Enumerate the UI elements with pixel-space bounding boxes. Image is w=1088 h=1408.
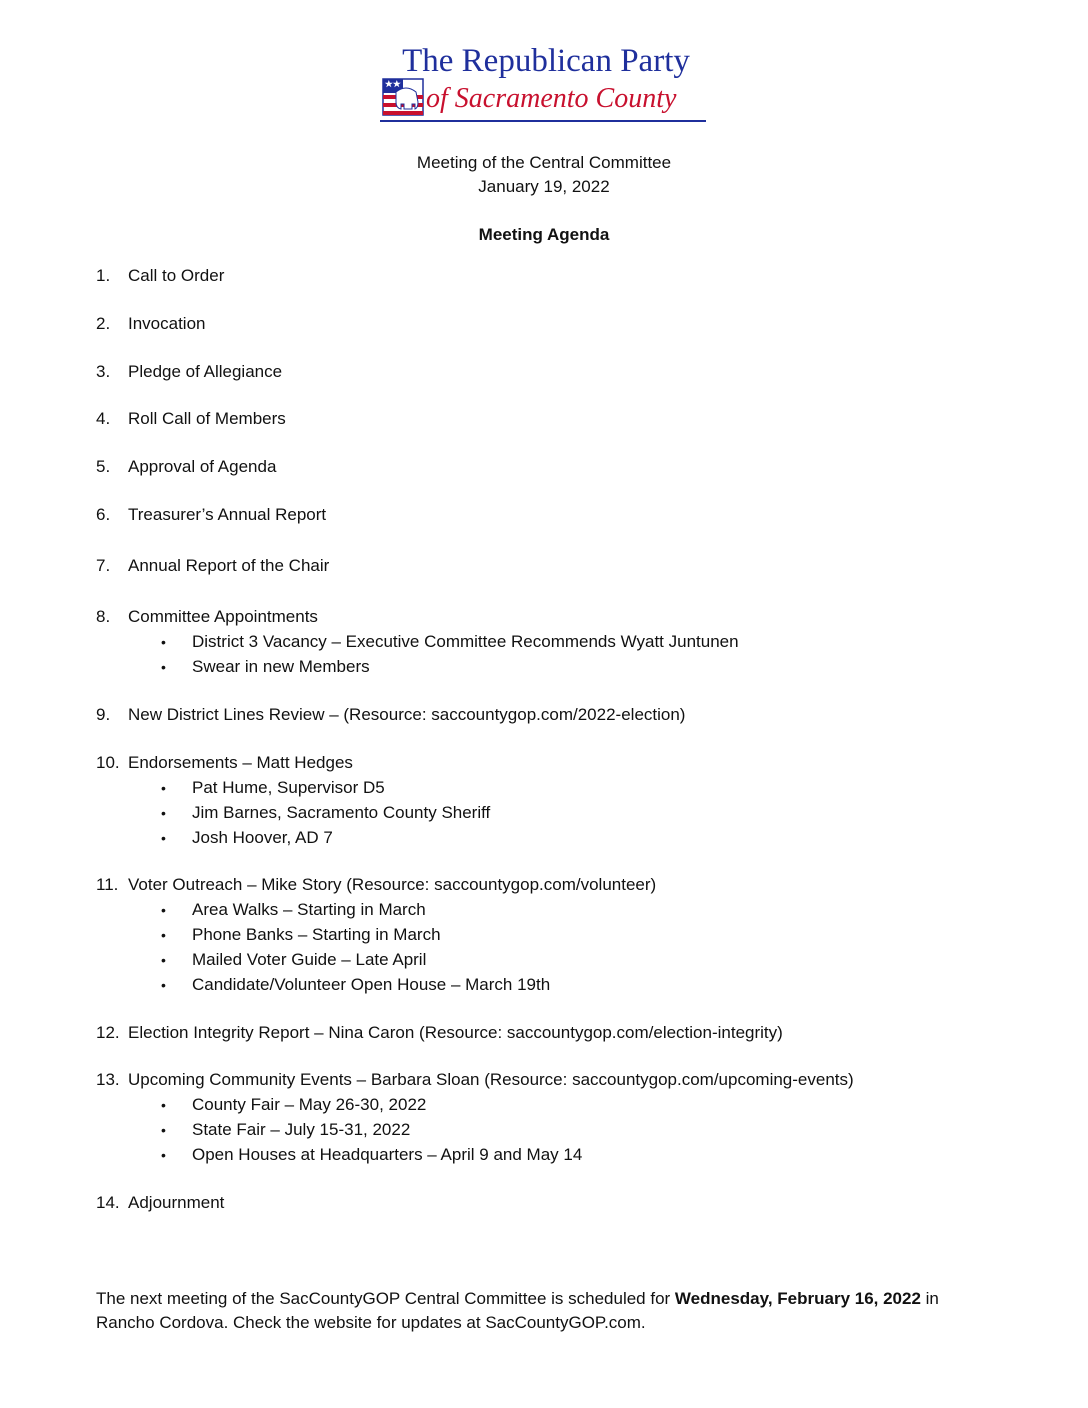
agenda-subitem-text: County Fair – May 26-30, 2022 <box>192 1095 427 1114</box>
logo-subtitle: of Sacramento County <box>426 83 677 114</box>
logo-title: The Republican Party <box>402 43 690 79</box>
agenda-item-number: 2. <box>96 314 111 333</box>
agenda-item-text: Invocation <box>128 314 206 333</box>
party-logo <box>378 42 714 124</box>
agenda-subitem-text: State Fair – July 15-31, 2022 <box>192 1120 411 1139</box>
agenda-item-text: Pledge of Allegiance <box>128 362 283 381</box>
meeting-title: Meeting of the Central Committee <box>416 153 672 172</box>
footer-text-end: in Rancho Cordova. Check the website for updates at SacCountyGOP.com. <box>96 1289 939 1332</box>
agenda-item-number: 14. <box>96 1193 120 1212</box>
next-meeting-date: Wednesday, February 16, 2022 <box>674 1289 921 1308</box>
agenda-item-number: 12. <box>96 1023 120 1042</box>
agenda-subitem-text: Candidate/Volunteer Open House – March 19th <box>192 975 551 994</box>
bullet-icon: • <box>161 952 166 968</box>
agenda-item-text: Upcoming Community Events – Barbara Sloan (Resource: saccountygop.com/upcoming-events) <box>128 1070 854 1089</box>
agenda-item-text: Adjournment <box>128 1193 225 1212</box>
agenda-item-number: 5. <box>96 457 111 476</box>
bullet-icon: • <box>161 1097 166 1113</box>
bullet-icon: • <box>161 634 166 650</box>
agenda-heading: Meeting Agenda <box>478 225 610 244</box>
agenda-item-number: 8. <box>96 607 111 626</box>
agenda-item-number: 1. <box>96 266 111 285</box>
agenda-item-number: 7. <box>96 556 111 575</box>
agenda-item-text: Election Integrity Report – Nina Caron (Resource: saccountygop.com/election-integrity) <box>128 1023 783 1042</box>
bullet-icon: • <box>161 977 166 993</box>
agenda-item-text: Voter Outreach – Mike Story (Resource: saccountygop.com/volunteer) <box>128 875 657 894</box>
next-meeting-note <box>96 1287 996 1335</box>
agenda-subitem-text: Area Walks – Starting in March <box>192 900 426 919</box>
agenda-item-number: 13. <box>96 1070 120 1089</box>
agenda-item-number: 6. <box>96 505 111 524</box>
agenda-item-number: 11. <box>96 875 119 894</box>
bullet-icon: • <box>161 902 166 918</box>
bullet-icon: • <box>161 927 166 943</box>
agenda-item-text: Roll Call of Members <box>128 409 286 428</box>
footer-text-start: The next meeting of the SacCountyGOP Central Committee is scheduled for <box>96 1289 675 1308</box>
agenda-item-text: New District Lines Review – (Resource: saccountygop.com/2022-election) <box>128 705 686 724</box>
agenda-subitem-text: Josh Hoover, AD 7 <box>192 828 333 847</box>
agenda-subitem-text: Jim Barnes, Sacramento County Sheriff <box>192 803 491 822</box>
bullet-icon: • <box>161 805 166 821</box>
bullet-icon: • <box>161 830 166 846</box>
agenda-item-number: 3. <box>96 362 111 381</box>
bullet-icon: • <box>161 1147 166 1163</box>
agenda-item-text: Annual Report of the Chair <box>128 556 330 575</box>
agenda-item-text: Endorsements – Matt Hedges <box>128 753 353 772</box>
bullet-icon: • <box>161 659 166 675</box>
elephant-emblem-icon <box>382 78 424 116</box>
agenda-item-number: 10. <box>96 753 120 772</box>
agenda-item-text: Call to Order <box>128 266 225 285</box>
agenda-subitem-text: Mailed Voter Guide – Late April <box>192 950 427 969</box>
bullet-icon: • <box>161 780 166 796</box>
agenda-item-text: Approval of Agenda <box>128 457 277 476</box>
agenda-subitem-text: Phone Banks – Starting in March <box>192 925 441 944</box>
agenda-item-text: Treasurer’s Annual Report <box>128 505 327 524</box>
meeting-date: January 19, 2022 <box>478 177 610 196</box>
bullet-icon: • <box>161 1122 166 1138</box>
logo-underline <box>380 120 706 122</box>
agenda-subitem-text: Swear in new Members <box>192 657 370 676</box>
agenda-subitem-text: District 3 Vacancy – Executive Committee Recommends Wyatt Juntunen <box>192 632 739 651</box>
agenda-item-text: Committee Appointments <box>128 607 318 626</box>
agenda-item-number: 4. <box>96 409 111 428</box>
agenda-subitem-text: Pat Hume, Supervisor D5 <box>192 778 385 797</box>
agenda-subitem-text: Open Houses at Headquarters – April 9 and May 14 <box>192 1145 583 1164</box>
agenda-item-number: 9. <box>96 705 111 724</box>
